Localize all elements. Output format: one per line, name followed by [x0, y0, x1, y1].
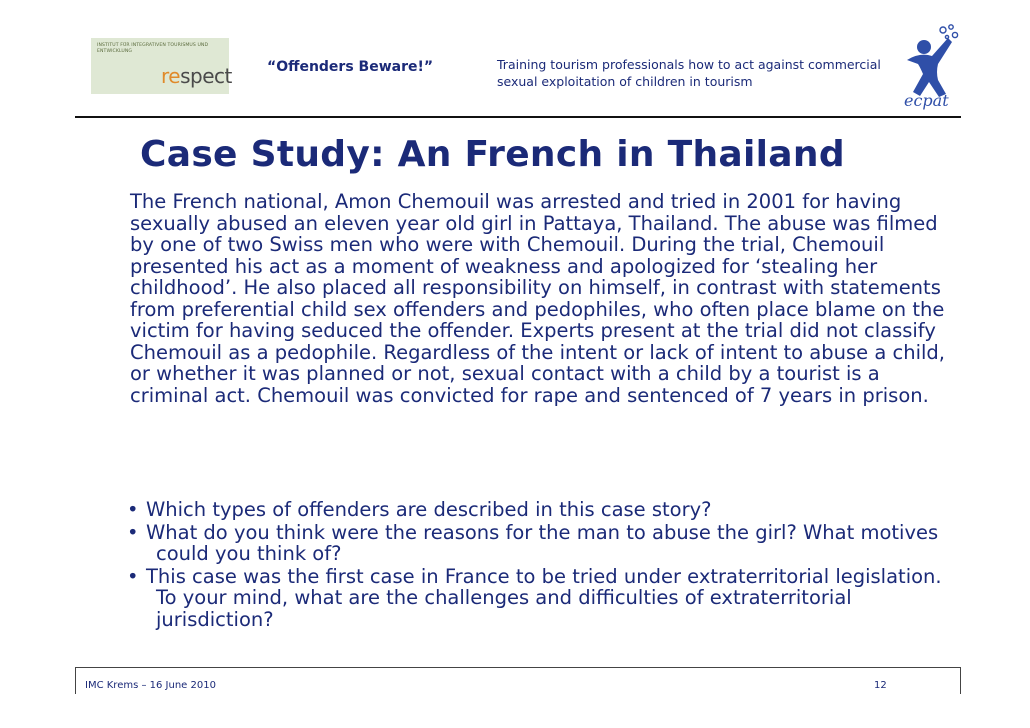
ecpat-figure-icon — [907, 38, 952, 97]
respect-institute-text: INSTITUT FÜR INTEGRATIVEN TOURISMUS UND ENTWICKLUNG — [97, 43, 209, 54]
bullet-icon: • — [127, 520, 139, 544]
question-text: This case was the first case in France to be tried under extraterritorial legislation. To your mind, what are the challenges and difficulties of extraterritorial jurisdiction? — [146, 564, 942, 631]
footer-event-date: IMC Krems – 16 June 2010 — [85, 680, 216, 691]
ecpat-logo-text: ecpat — [904, 91, 949, 110]
question-item — [127, 522, 957, 565]
bullet-icon: • — [127, 564, 139, 588]
header-title: “Offenders Beware!” — [267, 59, 434, 75]
respect-wordmark-rest: spect — [180, 64, 232, 88]
question-text: What do you think were the reasons for the man to abuse the girl? What motives could you think of? — [146, 520, 939, 565]
ecpat-stars-icon — [940, 25, 958, 39]
ecpat-head — [917, 40, 931, 54]
question-text: Which types of offenders are described in this case story? — [146, 498, 712, 521]
header-divider — [75, 116, 961, 118]
header-description: Training tourism professionals how to act against commercial sexual exploitation of children in tourism — [497, 57, 881, 89]
page-number: 12 — [874, 680, 887, 691]
slide-title: Case Study: An French in Thailand — [140, 134, 845, 175]
question-list — [127, 499, 957, 631]
question-item — [127, 499, 957, 521]
respect-wordmark-prefix: re — [161, 64, 181, 88]
bullet-icon: • — [127, 498, 139, 521]
ecpat-logo — [898, 22, 960, 110]
respect-logo — [91, 38, 232, 94]
respect-wordmark — [161, 64, 232, 88]
case-study-body: The French national, Amon Chemouil was arrested and tried in 2001 for having sexually abused an eleven year old girl in Pattaya, Thailand. The abuse was filmed by one of two Swiss men who were with Chemouil. During the trial, Chemouil presented his act as a moment of weakness and apologized for ‘stealing her childhood’. He also placed all responsibility on himself, in contrast with statements from preferential child sex offenders and pedophiles, who often place blame on the victim for having seduced the offender. Experts present at the trial did not classify Chemouil as a pedophile. Regardless of the intent or lack of intent to abuse a child, or whether it was planned or not, sexual contact with a child by a tourist is a criminal act. Chemouil was convicted for rape and sentenced of 7 years in prison. — [130, 190, 945, 407]
question-item — [127, 566, 957, 631]
